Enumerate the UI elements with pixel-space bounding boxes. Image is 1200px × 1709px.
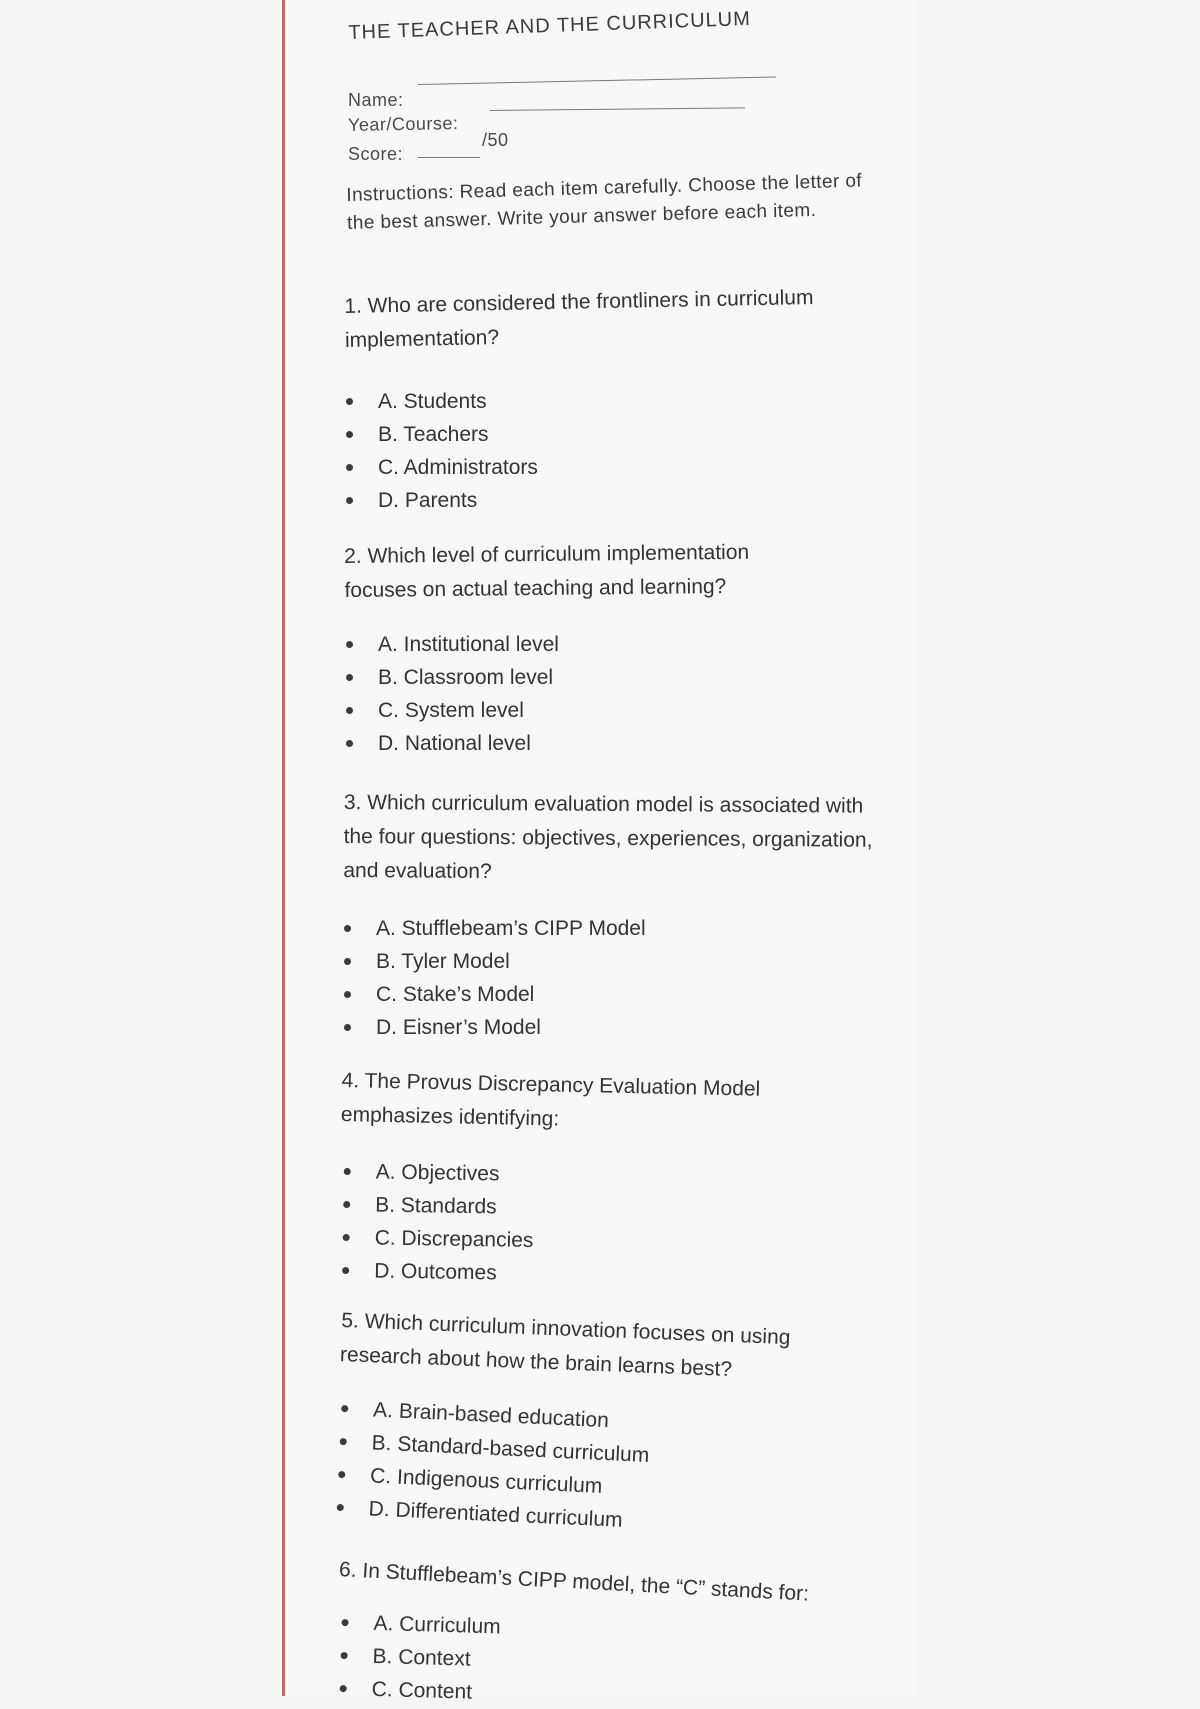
option-2d[interactable]: D. National level bbox=[346, 727, 559, 760]
bullet-icon bbox=[346, 497, 353, 504]
bullet-icon bbox=[346, 464, 353, 471]
option-3b[interactable]: B. Tyler Model bbox=[344, 945, 646, 978]
score-total: /50 bbox=[482, 130, 509, 150]
option-4d[interactable]: D. Outcomes bbox=[342, 1254, 533, 1290]
question-1: 1. Who are considered the frontliners in curriculum implementation? bbox=[344, 285, 814, 352]
option-5d[interactable]: D. Differentiated curriculum bbox=[336, 1491, 647, 1538]
option-4b[interactable]: B. Standards bbox=[343, 1188, 534, 1224]
bullet-icon bbox=[341, 1652, 348, 1659]
option-5a[interactable]: A. Brain-based education bbox=[341, 1392, 652, 1439]
question-6-options bbox=[339, 1606, 501, 1709]
question-6: 6. In Stufflebeam’s CIPP model, the “C” stands for: bbox=[338, 1557, 810, 1606]
bullet-icon bbox=[346, 641, 353, 648]
bullet-icon bbox=[342, 1267, 349, 1274]
instructions: Instructions: Read each item carefully. Choose the letter of the best answer. Write your answer before each item. bbox=[346, 170, 863, 234]
option-1a[interactable]: A. Students bbox=[346, 385, 538, 418]
bullet-icon bbox=[340, 1685, 347, 1692]
quiz-title: THE TEACHER AND THE CURRICULUM bbox=[348, 7, 752, 44]
bullet-icon bbox=[341, 1619, 348, 1626]
question-1-options bbox=[346, 385, 538, 517]
bullet-icon bbox=[344, 1168, 351, 1175]
question-4-options bbox=[342, 1155, 535, 1290]
option-3d[interactable]: D. Eisner’s Model bbox=[344, 1011, 646, 1044]
bullet-icon bbox=[344, 958, 351, 965]
option-3c[interactable]: C. Stake’s Model bbox=[344, 978, 646, 1011]
bullet-icon bbox=[346, 674, 353, 681]
background bbox=[916, 0, 1200, 1696]
option-2b[interactable]: B. Classroom level bbox=[346, 661, 559, 694]
question-3: 3. Which curriculum evaluation model is associated with the four questions: objectives, experiences, organization, and evaluation? bbox=[343, 790, 873, 884]
bullet-icon bbox=[343, 1234, 350, 1241]
red-margin-line bbox=[282, 0, 285, 1696]
option-5c[interactable]: C. Indigenous curriculum bbox=[338, 1458, 649, 1505]
option-1d[interactable]: D. Parents bbox=[346, 484, 538, 517]
option-6b[interactable]: B. Context bbox=[340, 1639, 500, 1676]
option-4c[interactable]: C. Discrepancies bbox=[342, 1221, 533, 1257]
option-6a[interactable]: A. Curriculum bbox=[341, 1606, 501, 1643]
bullet-icon bbox=[338, 1471, 345, 1478]
bullet-icon bbox=[344, 991, 351, 998]
question-4: 4. The Provus Discrepancy Evaluation Model emphasizes identifying: bbox=[340, 1068, 761, 1131]
option-6c[interactable]: C. Content bbox=[339, 1672, 499, 1709]
question-5: 5. Which curriculum innovation focuses on using research about how the brain learns best? bbox=[339, 1308, 791, 1382]
question-2: 2. Which level of curriculum implementation focuses on actual teaching and learning? bbox=[344, 540, 750, 602]
year-course-label: Year/Course: bbox=[347, 113, 459, 135]
question-5-options bbox=[336, 1392, 651, 1538]
option-2a[interactable]: A. Institutional level bbox=[346, 628, 559, 661]
bullet-icon bbox=[344, 1024, 351, 1031]
question-3-options bbox=[344, 912, 646, 1044]
bullet-icon bbox=[341, 1405, 348, 1412]
option-5b[interactable]: B. Standard-based curriculum bbox=[339, 1425, 650, 1472]
bullet-icon bbox=[344, 925, 351, 932]
score-blank[interactable] bbox=[418, 157, 480, 158]
option-1b[interactable]: B. Teachers bbox=[346, 418, 538, 451]
bullet-icon bbox=[337, 1504, 344, 1511]
bullet-icon bbox=[343, 1201, 350, 1208]
option-4a[interactable]: A. Objectives bbox=[343, 1155, 534, 1191]
name-label: Name: bbox=[348, 90, 404, 110]
option-1c[interactable]: C. Administrators bbox=[346, 451, 538, 484]
bullet-icon bbox=[346, 707, 353, 714]
score-label: Score: bbox=[348, 144, 404, 164]
option-3a[interactable]: A. Stufflebeam’s CIPP Model bbox=[344, 912, 646, 945]
bullet-icon bbox=[346, 398, 353, 405]
bullet-icon bbox=[340, 1438, 347, 1445]
bullet-icon bbox=[346, 431, 353, 438]
bullet-icon bbox=[346, 740, 353, 747]
option-2c[interactable]: C. System level bbox=[346, 694, 559, 727]
question-2-options bbox=[346, 628, 559, 760]
